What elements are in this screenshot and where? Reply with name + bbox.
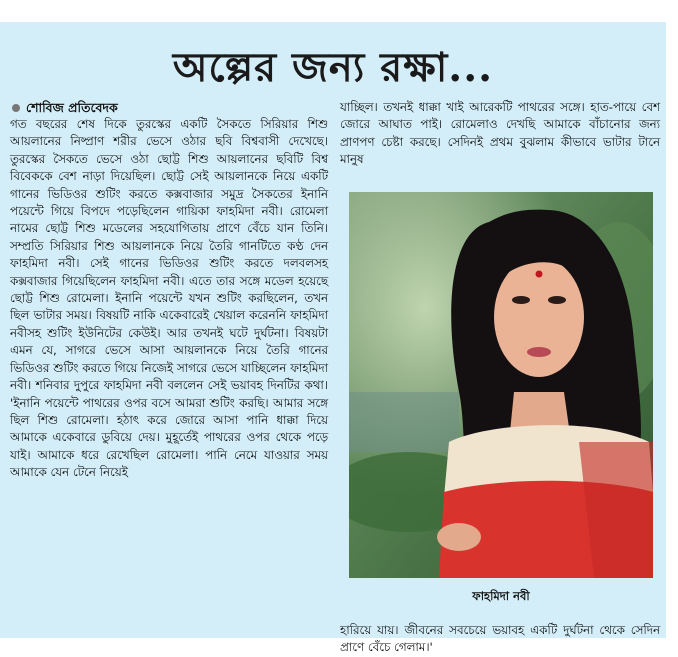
article-column-2-continued bbox=[340, 622, 660, 657]
article-column-1 bbox=[10, 99, 328, 482]
column-2-bottom-text: হারিয়ে যায়। জীবনের সবচেয়ে ভয়াবহ একটি দুর্ঘটনা থেকে সেদিন প্রাণে বেঁচে গেলাম।' bbox=[340, 623, 660, 655]
bullet-icon bbox=[12, 104, 20, 112]
headline: অল্পের জন্য রক্ষা... bbox=[172, 44, 494, 91]
article-column-2 bbox=[340, 99, 660, 169]
newspaper-clipping bbox=[0, 22, 666, 655]
byline-text: শোবিজ প্রতিবেদক bbox=[26, 100, 118, 115]
portrait-photo bbox=[349, 192, 653, 578]
column-1-text: গত বছরের শেষ দিকে তুরস্কের একটি সৈকতে সিরিয়ার শিশু আয়লানের নিষ্প্রাণ শরীর ভেসে ওঠার ছবি বিশ্ববাসী দেখেছে। তুরস্কের সৈকতে ভেসে ওঠা ছোট্ট শিশু আয়লানের ছবিটি বিশ্ব বিবেককে বেশ নাড়া দিয়েছিল। ছোট্ট সেই আয়লানকে নিয়ে একটি গানের ভিডিওর শুটিং করতে কক্সবাজার সমুদ্র সৈকতের ইনানি পয়েন্টে গিয়ে বিপদে পড়েছিলেন গায়িকা ফাহমিদা নবী। রোমেলা নামের ছোট্ট শিশু মডেলের সহযোগিতায় প্রাণে বেঁচে যান তিনি। সম্প্রতি সিরিয়ার শিশু আয়লানকে নিয়ে তৈরি গানটিতে কণ্ঠ দেন ফাহমিদা নবী। সেই গানের ভিডিওর শুটিং করতে দলবলসহ কক্সবাজার গিয়েছিলেন ফাহমিদা নবী। এতে তার সঙ্গে মডেল হয়েছে ছোট্ট শিশু রোমেলা। ইনানি পয়েন্টে যখন শুটিং করছিলেন, তখন ছিল ভাটার সময়। বিষয়টি নাকি একেবারেই খেয়াল করেননি ফাহমিদা নবীসহ শুটিং ইউনিটের কেউই। আর তখনই ঘটে দুর্ঘটনা। বিষয়টা এমন যে, সাগরে ভেসে আসা আয়লানকে নিয়ে তৈরি গানের ভিডিওর শুটিং করতে গিয়ে নিজেই সাগরে ভেসে যাচ্ছিলেন ফাহমিদা নবী। শনিবার দুপুরে ফাহমিদা নবী বললেন সেই ভয়াবহ দিনটির কথা। 'ইনানি পয়েন্টে পাথরের ওপর বসে আমরা শুটিং করছি। আমার সঙ্গে ছিল শিশু রোমেলা। হঠাৎ করে জোরে আসা পানি ধাক্কা দিয়ে আমাকে একেবারে ডুবিয়ে দেয়। মুহূর্তেই পাথরের ওপর থেকে পড়ে যাই। আমাকে ধরে রেখেছিল রোমেলা। পানি নেমে যাওয়ার সময় আমাকে যেন টেনে নিয়েই bbox=[10, 117, 328, 480]
portrait-illustration bbox=[349, 192, 653, 578]
column-2-top-text: যাচ্ছিল। তখনই ধাক্কা খাই আরেকটি পাথরের সঙ্গে। হাত-পায়ে বেশ জোরে আঘাত পাই। রোমেলাও দেখছি আমাকে বাঁচানোর জন্য প্রাণপণ চেষ্টা করছে। সেদিনই প্রথম বুঝলাম কীভাবে ভাটার টানে মানুষ bbox=[340, 100, 660, 167]
byline bbox=[10, 99, 328, 116]
photo-caption: ফাহমিদা নবী bbox=[472, 589, 530, 603]
